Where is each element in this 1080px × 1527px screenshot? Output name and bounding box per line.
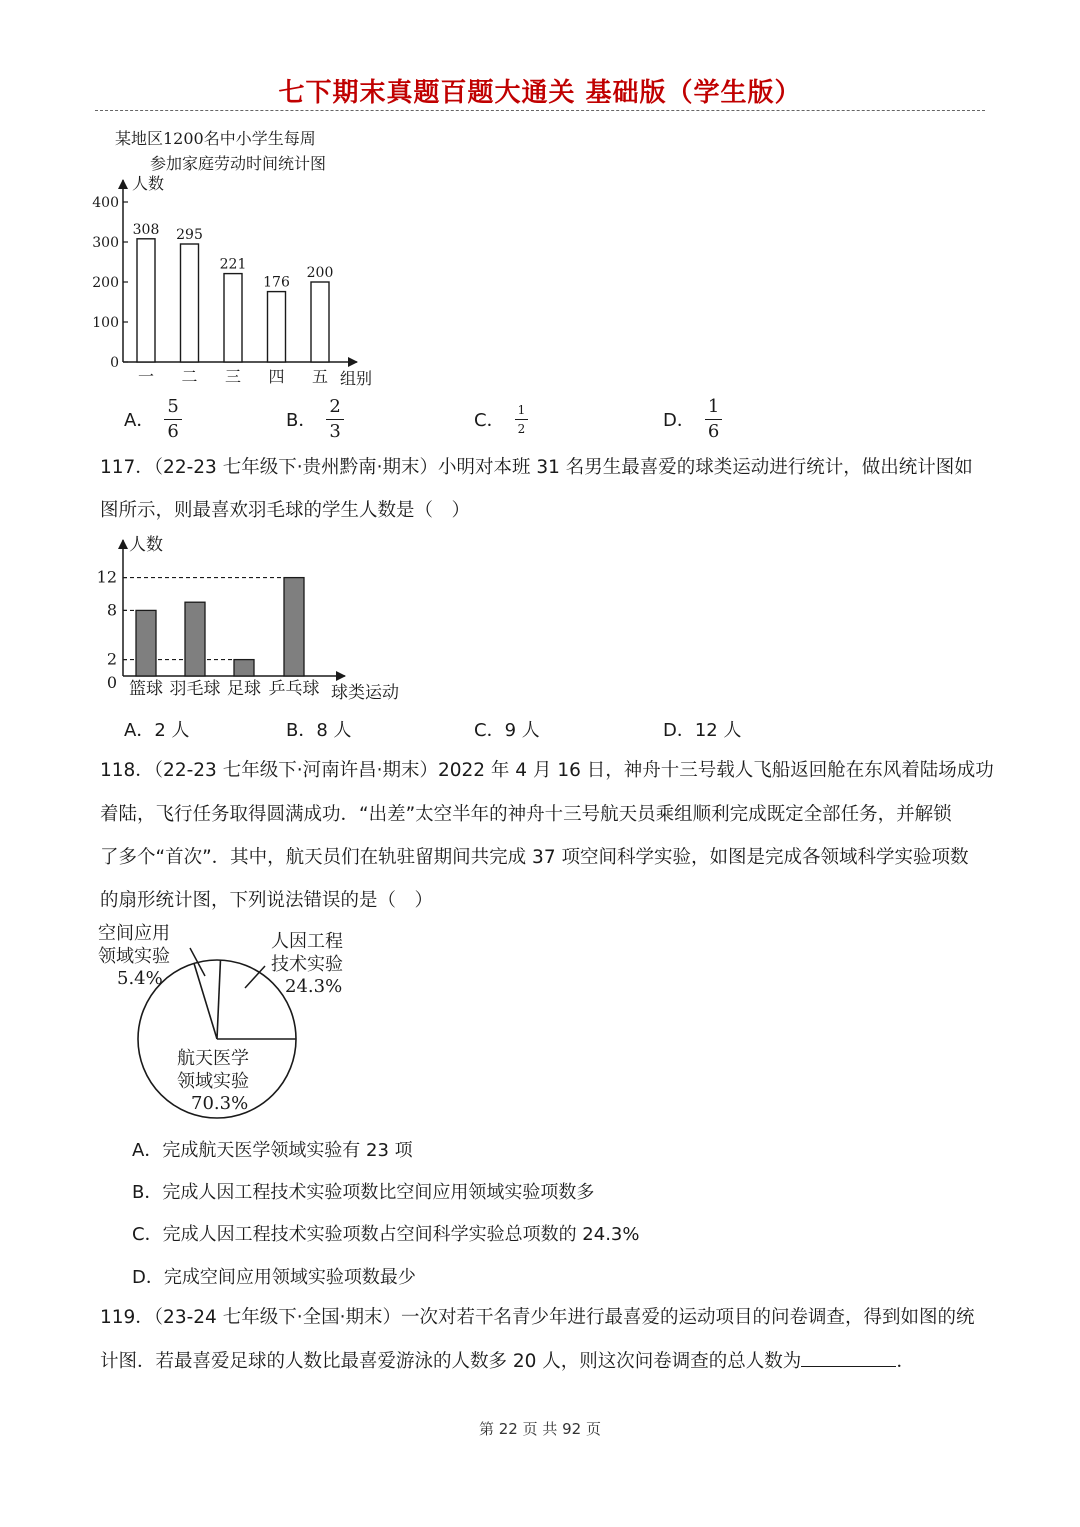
- q117-text-line1: 117．（22-23 七年级下·贵州黔南·期末）小明对本班 31 名男生最喜爱的球类运动进行统计，做出统计图如: [100, 457, 973, 478]
- q117-text-line2: 图所示，则最喜欢羽毛球的学生人数是（ ）: [100, 500, 471, 521]
- chart-3-space-experiments-pie: [95, 918, 375, 1123]
- q119-text-line2-main: 计图．若最喜爱足球的人数比最喜爱游泳的人数多 20 人，则这次问卷调查的总人数为: [100, 1351, 802, 1372]
- q116-option-b-label: B．: [286, 410, 317, 431]
- q116-option-b[interactable]: [286, 394, 344, 444]
- chart-1-category-label: 二: [181, 367, 198, 386]
- chart-2-y-tick-label: 12: [96, 567, 117, 587]
- chart-2-y-tick-label: 0: [106, 673, 117, 692]
- chart-2-ball-sports: [95, 528, 425, 708]
- chart-1-weekly-housework: [92, 122, 395, 392]
- chart-1-title-line1: 某地区1200名中小学生每周: [115, 129, 316, 148]
- pie-label-human-pct: 24.3%: [285, 976, 343, 997]
- chart-1-y-axis-label: 人数: [132, 174, 165, 193]
- pie-label-medical-line2: 领域实验: [177, 1071, 249, 1092]
- chart-2-bar: [284, 578, 304, 676]
- pie-label-medical-line1: 航天医学: [177, 1048, 249, 1069]
- fraction-5-6: $\frac{5}{6}$: [164, 397, 181, 442]
- q118-text-line4: 的扇形统计图，下列说法错误的是（ ）: [100, 890, 434, 911]
- chart-2-x-axis-label: 球类运动: [331, 683, 399, 703]
- q117-option-d[interactable]: D．12 人: [663, 720, 742, 741]
- q118-text-line1: 118．（22-23 七年级下·河南许昌·期末）2022 年 4 月 16 日，神舟十三号载人飞船返回舱在东风着陆场成功: [100, 760, 994, 781]
- q116-option-c[interactable]: [474, 394, 528, 444]
- pie-label-human-line1: 人因工程: [271, 931, 343, 952]
- pie-label-medical-pct: 70.3%: [191, 1093, 249, 1114]
- q116-option-a-label: A．: [124, 410, 155, 431]
- pie-label-space-line1: 空间应用: [98, 923, 170, 944]
- answer-blank[interactable]: [801, 1348, 896, 1367]
- q118-text-line2: 着陆，飞行任务取得圆满成功．“出差”太空半年的神舟十三号航天员乘组顺利完成既定全部任务，并解锁: [100, 804, 952, 825]
- chart-1-category-label: 一: [137, 367, 155, 386]
- chart-1-bar: [311, 282, 329, 362]
- chart-2-y-tick-label: 2: [106, 649, 117, 669]
- chart-1-category-label: 四: [268, 367, 285, 386]
- q117-option-b[interactable]: B．8 人: [286, 720, 352, 741]
- chart-2-y-arrow: [118, 539, 128, 549]
- chart-1-data-label: 221: [219, 256, 247, 273]
- chart-1-data-label: 176: [263, 274, 290, 291]
- chart-2-y-axis-label: 人数: [129, 535, 163, 555]
- chart-1-title-line2: 参加家庭劳动时间统计图: [150, 154, 327, 173]
- fraction-1-2: $\frac{1}{2}$: [515, 403, 529, 436]
- q119-text-line1: 119．（23-24 七年级下·全国·期末）一次对若干名青少年进行最喜爱的运动项目的问卷调查，得到如图的统: [100, 1307, 975, 1328]
- chart-1-data-label: 295: [176, 227, 203, 243]
- q116-option-d[interactable]: [663, 394, 722, 444]
- chart-2-category-label: 足球: [227, 679, 261, 699]
- q116-option-c-label: C．: [474, 410, 505, 431]
- fraction-2-3: $\frac{2}{3}$: [326, 397, 343, 442]
- chart-1-data-label: 308: [132, 221, 160, 238]
- chart-1-data-label: 200: [306, 265, 334, 281]
- chart-1-y-tick-label: 200: [92, 275, 119, 291]
- q119-text-line2-end: ．: [896, 1351, 915, 1372]
- chart-1-x-arrow: [348, 357, 358, 367]
- q118-text-line3: 了多个“首次”．其中，航天员们在轨驻留期间共完成 37 项空间科学实验，如图是完成各领域科学实验项数: [100, 847, 969, 868]
- chart-1-y-arrow: [118, 179, 128, 189]
- chart-1-category-label: 三: [224, 367, 242, 386]
- chart-1-bar: [268, 292, 286, 362]
- q118-option-d[interactable]: D．完成空间应用领域实验项数最少: [132, 1267, 416, 1288]
- chart-2-x-arrow: [336, 671, 346, 681]
- fraction-1-6: $\frac{1}{6}$: [705, 397, 722, 442]
- header-divider: [95, 110, 985, 111]
- q116-option-d-label: D．: [663, 410, 695, 431]
- chart-2-bar: [185, 602, 205, 676]
- q117-option-a[interactable]: A．2 人: [124, 720, 190, 741]
- chart-1-x-axis-label: 组别: [340, 369, 373, 388]
- chart-1-y-tick-label: 100: [92, 315, 119, 331]
- chart-2-category-label: 羽毛球: [169, 679, 221, 699]
- q119-text-line2: [100, 1340, 915, 1383]
- chart-1-bar: [224, 274, 242, 362]
- q118-option-b[interactable]: B．完成人因工程技术实验项数比空间应用领域实验项数多: [132, 1182, 595, 1203]
- q116-option-a[interactable]: [124, 394, 182, 444]
- chart-1-y-tick-label: 400: [92, 195, 119, 211]
- chart-1-bar: [181, 244, 199, 362]
- page-title: 七下期末真题百题大通关 基础版（学生版）: [278, 78, 802, 108]
- chart-2-category-label: 乒乓球: [268, 679, 320, 699]
- chart-2-bar: [136, 610, 156, 676]
- page-number: 第 22 页 共 92 页: [478, 1420, 601, 1438]
- chart-1-category-label: 五: [311, 367, 329, 386]
- chart-2-bar: [234, 660, 254, 676]
- q118-option-a[interactable]: A．完成航天医学领域实验有 23 项: [132, 1140, 413, 1161]
- pie-label-space-pct: 5.4%: [117, 968, 163, 989]
- chart-2-y-tick-label: 8: [106, 600, 117, 620]
- chart-2-bars: [129, 578, 320, 699]
- chart-1-y-tick-label: 0: [110, 355, 119, 371]
- pie-label-space-line2: 领域实验: [98, 946, 170, 967]
- q118-option-c[interactable]: C．完成人因工程技术实验项数占空间科学实验总项数的 24.3%: [132, 1224, 640, 1245]
- chart-1-y-tick-label: 300: [92, 235, 119, 251]
- q117-option-c[interactable]: C．9 人: [474, 720, 540, 741]
- pie-label-human-line2: 技术实验: [271, 954, 343, 975]
- chart-1-bar: [137, 239, 155, 362]
- chart-2-category-label: 篮球: [129, 679, 163, 699]
